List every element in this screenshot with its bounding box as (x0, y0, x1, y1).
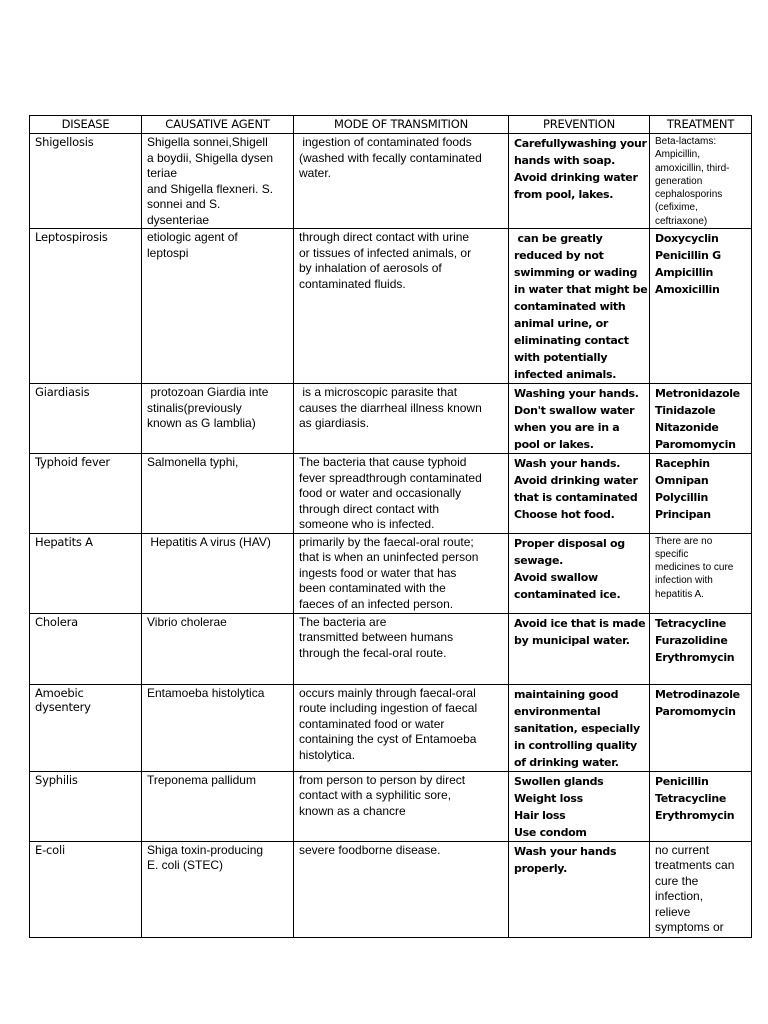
causative-agent-line: Entamoeba histolytica (147, 685, 265, 700)
prevention-line: Wash your hands. (514, 457, 621, 471)
mode-of-transmition-line: transmitted between humans (299, 630, 454, 645)
prevention-line: pool or lakes. (514, 438, 594, 452)
header-prevention: PREVENTION (509, 116, 650, 134)
treatment-cell (650, 134, 752, 229)
treatment-line: There are no (655, 535, 713, 547)
mode-of-transmition-cell (294, 841, 509, 937)
prevention-line: Carefullywashing your (514, 137, 647, 150)
causative-agent-line: known as G lamblia) (147, 416, 256, 431)
header-treatment: TREATMENT (650, 116, 752, 134)
causative-agent-cell (142, 841, 294, 937)
prevention-line: properly. (514, 861, 568, 875)
treatment-line: infection, (655, 889, 704, 904)
causative-agent-line: a boydii, Shigella dysen (147, 150, 274, 165)
treatment-line: Tinidazole (655, 404, 716, 418)
prevention-line: Avoid drinking water (514, 171, 638, 184)
causative-agent-line: dysenteriae (147, 212, 210, 227)
treatment-line: Beta-lactams: (655, 136, 717, 147)
mode-of-transmition-line: ingests food or water that has (299, 565, 457, 580)
mode-of-transmition-line: that is when an uninfected person (299, 550, 479, 565)
treatment-line: relieve (655, 904, 691, 919)
causative-agent-line: Shigella sonnei,Shigell (147, 135, 268, 149)
table-row (30, 229, 752, 384)
prevention-line: maintaining good (514, 687, 619, 701)
mode-of-transmition-line: through direct contact with (299, 501, 440, 516)
prevention-cell (509, 684, 650, 771)
prevention-line: can be greatly (514, 232, 603, 246)
mode-of-transmition-line: contaminated food or water (299, 716, 445, 731)
disease-cell: Cholera (30, 613, 142, 684)
mode-of-transmition-line: fever spreadthrough contaminated (299, 470, 482, 485)
table-row (30, 134, 752, 229)
treatment-line: medicines to cure (655, 562, 734, 574)
causative-agent-line: Shiga toxin-producing (147, 842, 264, 857)
treatment-cell (650, 454, 752, 534)
prevention-line: in controlling quality (514, 738, 637, 752)
table-row (30, 771, 752, 841)
mode-of-transmition-line: contact with a syphilitic sore, (299, 788, 452, 803)
mode-of-transmition-cell (294, 613, 509, 684)
prevention-line: Swollen glands (514, 774, 604, 788)
treatment-cell (650, 771, 752, 841)
treatment-line: Amoxicillin (655, 283, 720, 297)
prevention-line: swimming or wading (514, 266, 638, 280)
mode-of-transmition-line: The bacteria that cause typhoid (299, 455, 467, 470)
causative-agent-line: sonnei and S. (147, 197, 221, 211)
treatment-line: Ampicillin, (655, 149, 701, 161)
treatment-line: Racephin (655, 457, 710, 471)
treatment-line: Tetracycline (655, 616, 727, 630)
prevention-line: Proper disposal og (514, 536, 625, 550)
prevention-cell (509, 841, 650, 937)
prevention-cell (509, 229, 650, 384)
mode-of-transmition-line: been contaminated with the (299, 581, 446, 596)
mode-of-transmition-line: The bacteria are (299, 614, 387, 629)
header-mode-of-transmition: MODE OF TRANSMITION (294, 116, 509, 134)
treatment-line: Penicillin G (655, 249, 721, 263)
table-row (30, 613, 752, 684)
prevention-cell (509, 384, 650, 454)
prevention-line: in water that might be (514, 283, 648, 297)
prevention-cell (509, 771, 650, 841)
treatment-line: hepatitis A. (655, 588, 704, 600)
mode-of-transmition-line: someone who is infected. (299, 517, 435, 532)
prevention-line: contaminated ice. (514, 587, 621, 601)
treatment-line: generation (655, 175, 703, 187)
prevention-line: environmental (514, 704, 601, 718)
mode-of-transmition-cell (294, 384, 509, 454)
prevention-line: eliminating contact (514, 334, 629, 348)
causative-agent-cell (142, 229, 294, 384)
mode-of-transmition-line: histolytica. (299, 747, 356, 762)
prevention-line: hands with soap. (514, 154, 615, 167)
mode-of-transmition-line: from person to person by direct (299, 772, 466, 787)
header-causative-agent: CAUSATIVE AGENT (142, 116, 294, 134)
header-disease: DISEASE (30, 116, 142, 134)
prevention-line: Wash your hands (514, 844, 617, 858)
prevention-line: Avoid drinking water (514, 474, 638, 488)
prevention-line: infected animals. (514, 368, 617, 382)
disease-cell: Hepatits A (30, 533, 142, 613)
mode-of-transmition-line: containing the cyst of Entamoeba (299, 732, 477, 747)
causative-agent-cell (142, 454, 294, 534)
mode-of-transmition-line: ingestion of contaminated foods (299, 135, 472, 149)
table-row (30, 384, 752, 454)
treatment-line: Furazolidine (655, 633, 728, 647)
mode-of-transmition-line: through direct contact with urine (299, 230, 470, 245)
mode-of-transmition-cell (294, 229, 509, 384)
causative-agent-cell (142, 613, 294, 684)
prevention-line: animal urine, or (514, 317, 609, 331)
treatment-line: infection with (655, 575, 713, 587)
prevention-line: Washing your hands. (514, 387, 639, 401)
prevention-line: Hair loss (514, 808, 566, 822)
table-row (30, 533, 752, 613)
treatment-line: amoxicillin, third- (655, 162, 730, 174)
prevention-line: Use condom (514, 825, 587, 839)
causative-agent-line: etiologic agent of (147, 230, 238, 245)
mode-of-transmition-line: as giardiasis. (299, 416, 370, 431)
treatment-cell (650, 533, 752, 613)
prevention-line: reduced by not (514, 249, 604, 263)
causative-agent-cell (142, 771, 294, 841)
prevention-cell (509, 454, 650, 534)
treatment-line: Metronidazole (655, 387, 740, 401)
disease-table (29, 115, 752, 938)
treatment-cell (650, 841, 752, 937)
disease-cell: Shigellosis (30, 134, 142, 229)
prevention-line: from pool, lakes. (514, 188, 614, 201)
prevention-line: sewage. (514, 553, 564, 567)
treatment-cell (650, 613, 752, 684)
prevention-line: Choose hot food. (514, 508, 615, 522)
prevention-cell (509, 533, 650, 613)
causative-agent-line: E. coli (STEC) (147, 858, 224, 873)
treatment-line: Penicillin (655, 774, 709, 788)
treatment-line: no current (655, 842, 710, 857)
prevention-line: sanitation, especially (514, 721, 640, 735)
treatment-line: Tetracycline (655, 791, 727, 805)
disease-cell: Giardiasis (30, 384, 142, 454)
prevention-line: when you are in a (514, 421, 620, 435)
mode-of-transmition-cell (294, 454, 509, 534)
mode-of-transmition-line: by inhalation of aerosols of (299, 261, 442, 276)
mode-of-transmition-line: through the fecal-oral route. (299, 645, 447, 660)
causative-agent-line: leptospi (147, 245, 189, 260)
causative-agent-line: Vibrio cholerae (147, 614, 227, 629)
prevention-line: Weight loss (514, 791, 583, 805)
treatment-line: Erythromycin (655, 808, 735, 822)
mode-of-transmition-cell (294, 771, 509, 841)
treatment-line: Polycillin (655, 491, 708, 505)
prevention-cell (509, 613, 650, 684)
causative-agent-line: protozoan Giardia inte (147, 385, 269, 400)
causative-agent-cell (142, 533, 294, 613)
mode-of-transmition-line: occurs mainly through faecal-oral (299, 685, 476, 700)
prevention-line: Avoid swallow (514, 570, 598, 584)
treatment-line: Principan (655, 508, 711, 522)
mode-of-transmition-cell (294, 684, 509, 771)
causative-agent-cell (142, 134, 294, 229)
treatment-line: Paromomycin (655, 438, 736, 452)
treatment-line: symptoms or (655, 920, 724, 935)
treatment-line: Paromomycin (655, 704, 736, 718)
treatment-line: Nitazonide (655, 421, 719, 435)
disease-cell: E-coli (30, 841, 142, 937)
treatment-line: Metrodinazole (655, 687, 740, 701)
mode-of-transmition-line: known as a chancre (299, 803, 406, 818)
causative-agent-line: stinalis(previously (147, 400, 242, 415)
header-row (30, 116, 752, 134)
treatment-line: ceftriaxone) (655, 215, 708, 227)
causative-agent-line: and Shigella flexneri. S. (147, 181, 274, 196)
prevention-cell (509, 134, 650, 229)
disease-cell: Leptospirosis (30, 229, 142, 384)
mode-of-transmition-line: faeces of an infected person. (299, 596, 454, 611)
causative-agent-line: Hepatitis A virus (HAV) (147, 534, 271, 549)
mode-of-transmition-line: severe foodborne disease. (299, 842, 441, 857)
prevention-line: Avoid ice that is made (514, 616, 646, 630)
mode-of-transmition-line: contaminated fluids. (299, 276, 406, 291)
treatment-line: Doxycyclin (655, 232, 719, 246)
treatment-cell (650, 229, 752, 384)
treatment-line: cephalosporins (655, 189, 723, 201)
prevention-line: of drinking water. (514, 755, 619, 769)
causative-agent-line: Treponema pallidum (147, 772, 256, 787)
mode-of-transmition-cell (294, 533, 509, 613)
treatment-line: specific (655, 548, 689, 560)
treatment-line: cure the (655, 873, 699, 888)
mode-of-transmition-line: water. (299, 166, 332, 180)
disease-cell: Syphilis (30, 771, 142, 841)
treatment-line: (cefixime, (655, 202, 698, 214)
treatment-line: Omnipan (655, 474, 709, 488)
prevention-line: contaminated with (514, 300, 626, 314)
treatment-line: Ampicillin (655, 266, 714, 280)
mode-of-transmition-line: causes the diarrheal illness known (299, 400, 482, 415)
treatment-cell (650, 684, 752, 771)
mode-of-transmition-line: route including ingestion of faecal (299, 701, 478, 716)
disease-cell: Amoebic dysentery (30, 684, 142, 771)
causative-agent-line: teriae (147, 166, 178, 180)
mode-of-transmition-line: primarily by the faecal-oral route; (299, 534, 474, 549)
treatment-line: treatments can (655, 858, 735, 873)
treatment-cell (650, 384, 752, 454)
causative-agent-cell (142, 684, 294, 771)
mode-of-transmition-line: or tissues of infected animals, or (299, 245, 472, 260)
mode-of-transmition-line: food or water and occasionally (299, 486, 462, 501)
prevention-line: by municipal water. (514, 633, 630, 647)
prevention-line: Don't swallow water (514, 404, 635, 418)
mode-of-transmition-line: (washed with fecally contaminated (299, 150, 482, 165)
disease-cell: Typhoid fever (30, 454, 142, 534)
table-row (30, 841, 752, 937)
treatment-line: Erythromycin (655, 650, 735, 664)
prevention-line: that is contaminated (514, 491, 638, 505)
mode-of-transmition-cell (294, 134, 509, 229)
table-row (30, 454, 752, 534)
table-row (30, 684, 752, 771)
mode-of-transmition-line: is a microscopic parasite that (299, 385, 458, 400)
prevention-line: with potentially (514, 351, 608, 365)
causative-agent-line: Salmonella typhi, (147, 455, 239, 470)
causative-agent-cell (142, 384, 294, 454)
